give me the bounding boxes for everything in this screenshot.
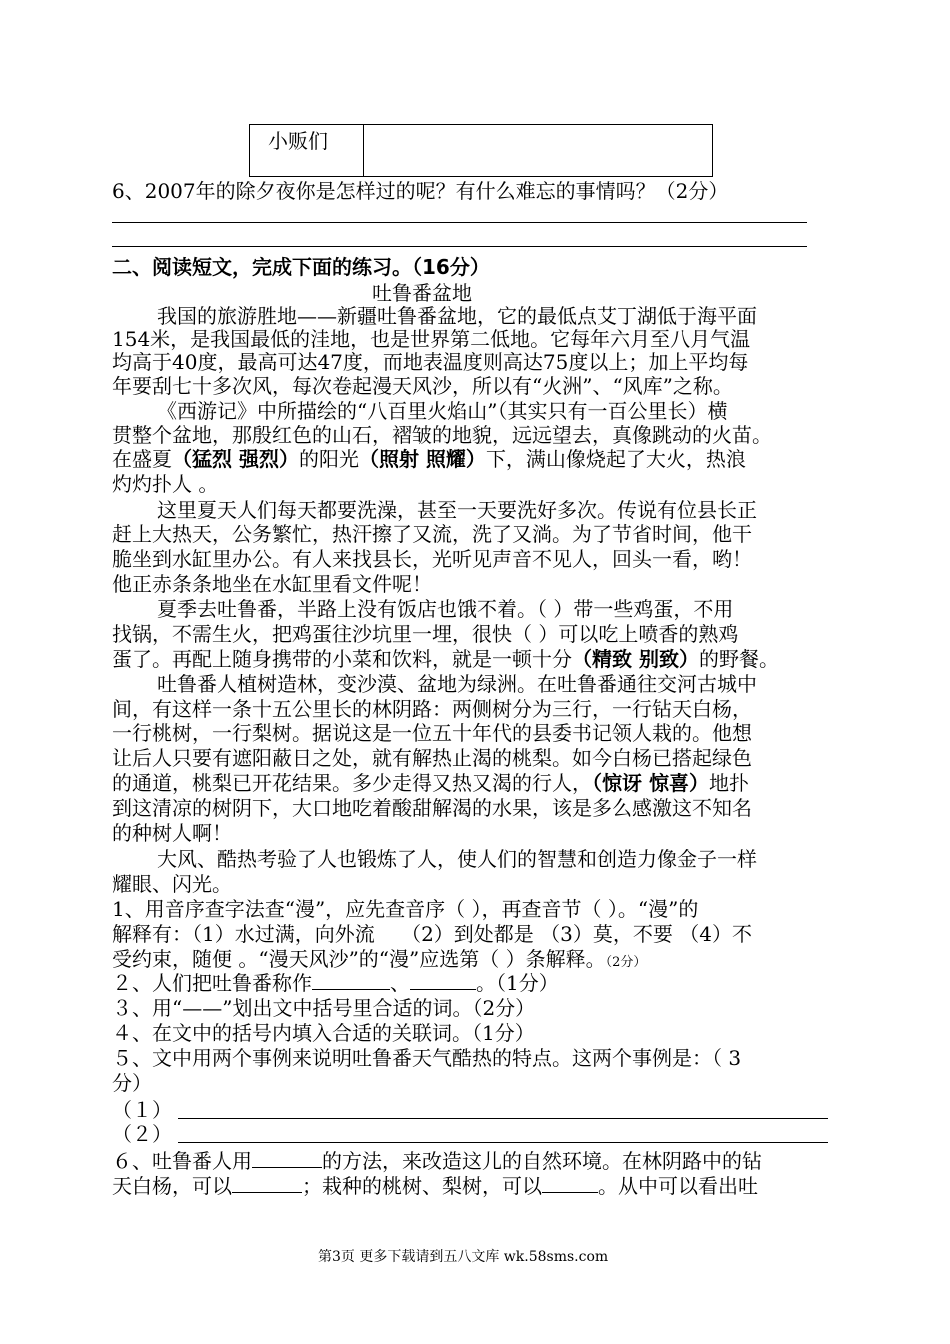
text: ２、人们把吐鲁番称作 <box>112 971 312 995</box>
question-3: ３、用“——”划出文中括号里合适的词。（2分） <box>112 996 536 1020</box>
passage-line: 吐鲁番人植树造林，变沙漠、盆地为绿洲。在吐鲁番通往交河古城中 <box>157 672 757 696</box>
blank[interactable] <box>252 1149 322 1168</box>
blank[interactable] <box>312 971 390 990</box>
text: 在盛夏 <box>112 447 172 471</box>
vendor-table <box>249 124 713 177</box>
text: 的方法，来改造这儿的自然环境。在林阴路中的钻 <box>322 1149 762 1173</box>
passage-line: 找锅，不需生火，把鸡蛋往沙坑里一埋，很快（ ）可以吃上喷香的熟鸡 <box>112 622 739 646</box>
blank[interactable] <box>410 971 476 990</box>
question-5: ５、文中用两个事例来说明吐鲁番天气酷热的特点。这两个事例是：（ 3 <box>112 1046 742 1070</box>
passage-line: 耀眼、闪光。 <box>112 872 232 896</box>
text: 蛋了。再配上随身携带的小菜和饮料，就是一顿十分 <box>112 647 572 671</box>
question-2 <box>112 970 559 996</box>
word-choice: （照射 照耀） <box>358 447 486 471</box>
passage-line: 这里夏天人们每天都要洗澡，甚至一天要洗好多次。传说有位县长正 <box>157 498 757 522</box>
passage-line <box>112 770 749 796</box>
passage-line: 贯整个盆地，那殷红色的山石，褶皱的地貌，远远望去，真像跳动的火苗。 <box>112 423 772 447</box>
text: ；栽种的桃树、梨树，可以 <box>302 1174 542 1198</box>
text: 。（1分） <box>476 971 559 995</box>
question-1: 1、用音序查字法查“漫”，应先查音序（ ），再查音节（ ）。“漫”的 <box>112 897 699 921</box>
question-6 <box>112 1148 762 1174</box>
passage-line: 灼灼扑人 。 <box>112 472 219 496</box>
text: 的通道，桃梨已开花结果。多少走得又热又渴的行人， <box>112 771 592 795</box>
passage-line: 间，有这样一条十五公里长的林阴路：两侧树分为三行，一行钻天白杨， <box>112 697 752 721</box>
question-5: 分） <box>112 1071 152 1095</box>
passage-line: 我国的旅游胜地——新疆吐鲁番盆地，它的最低点艾丁湖低于海平面 <box>157 304 757 328</box>
question-6-top: 6、2007年的除夕夜你是怎样过的呢？有什么难忘的事情吗？（2分） <box>112 179 729 203</box>
text: 的阳光 <box>298 447 359 471</box>
blank[interactable] <box>542 1174 598 1193</box>
passage-line: 的种树人啊！ <box>112 821 232 845</box>
passage-line: 年要刮七十多次风，每次卷起漫天风沙，所以有“火洲”、“风库”之称。 <box>112 374 733 398</box>
answer-line[interactable] <box>178 1142 828 1143</box>
word-choice: （精致 别致） <box>572 647 699 671</box>
text: 下，满山像烧起了大火，热浪 <box>485 447 746 471</box>
word-choice: （猛烈 强烈） <box>172 447 299 471</box>
passage-line: 让后人只要有遮阳蔽日之处，就有解热止渴的桃梨。如今白杨已搭起绿色 <box>112 746 752 770</box>
score: （2分） <box>605 955 647 970</box>
passage-line: 他正赤条条地坐在水缸里看文件呢！ <box>112 572 432 596</box>
question-6 <box>112 1173 758 1199</box>
passage-line: 脆坐到水缸里办公。有人来找县长，光听见声音不见人，回头一看，哟！ <box>112 547 752 571</box>
answer-label-1: （１） <box>112 1098 172 1122</box>
text: ６、吐鲁番人用 <box>112 1149 252 1173</box>
passage-line: 赶上大热天，公务繁忙，热汗擦了又流，洗了又淌。为了节省时间，他干 <box>112 522 752 546</box>
blank[interactable] <box>232 1174 302 1193</box>
table-cell-value <box>364 125 713 177</box>
text: 受约束，随便 。“漫天风沙”的“漫”应选第（ ）条解释。 <box>112 947 606 971</box>
answer-label-2: （２） <box>112 1122 172 1146</box>
question-1: 解释有：（1）水过满，向外流 （2）到处都是 （3）莫，不要 （4）不 <box>112 922 752 946</box>
passage-line: 夏季去吐鲁番，半路上没有饭店也饿不着。（ ）带一些鸡蛋，不用 <box>157 597 734 621</box>
word-choice: （惊讶 惊喜） <box>592 771 709 795</box>
text: 天白杨，可以 <box>112 1174 232 1198</box>
passage-line: 均高于40度，最高可达47度，而地表温度则高达75度以上；加上平均每 <box>112 350 749 374</box>
passage-title: 吐鲁番盆地 <box>372 281 472 305</box>
passage-line: 大风、酷热考验了人也锻炼了人，使人们的智慧和创造力像金子一样 <box>157 847 757 871</box>
passage-line: 154米，是我国最低的洼地，也是世界第二低地。它每年六月至八月气温 <box>112 327 751 351</box>
answer-line[interactable] <box>178 1118 828 1119</box>
question-4: ４、在文中的括号内填入合适的关联词。（1分） <box>112 1021 535 1045</box>
section-heading: 二、阅读短文，完成下面的练习。（16分） <box>112 255 490 279</box>
table-row <box>250 125 713 177</box>
passage-line: 《西游记》中所描绘的“八百里火焰山”（其实只有一百公里长）横 <box>157 399 728 423</box>
text: 的野餐。 <box>698 647 779 671</box>
table-cell-label: 小贩们 <box>250 125 364 177</box>
passage-line: 到这清凉的树阴下，大口地吃着酸甜解渴的水果，该是多么感激这不知名 <box>112 796 752 820</box>
passage-line <box>112 446 746 472</box>
passage-line <box>112 646 779 672</box>
answer-line <box>112 222 807 223</box>
text: 。从中可以看出吐 <box>598 1174 758 1198</box>
passage-line: 一行桃树，一行梨树。据说这是一位五十年代的县委书记领人栽的。他想 <box>112 721 752 745</box>
text: 地扑 <box>708 771 749 795</box>
text: 、 <box>390 971 410 995</box>
answer-line <box>112 246 807 247</box>
page-footer: 第3页 更多下载请到五八文库 wk.58sms.com <box>318 1249 609 1265</box>
